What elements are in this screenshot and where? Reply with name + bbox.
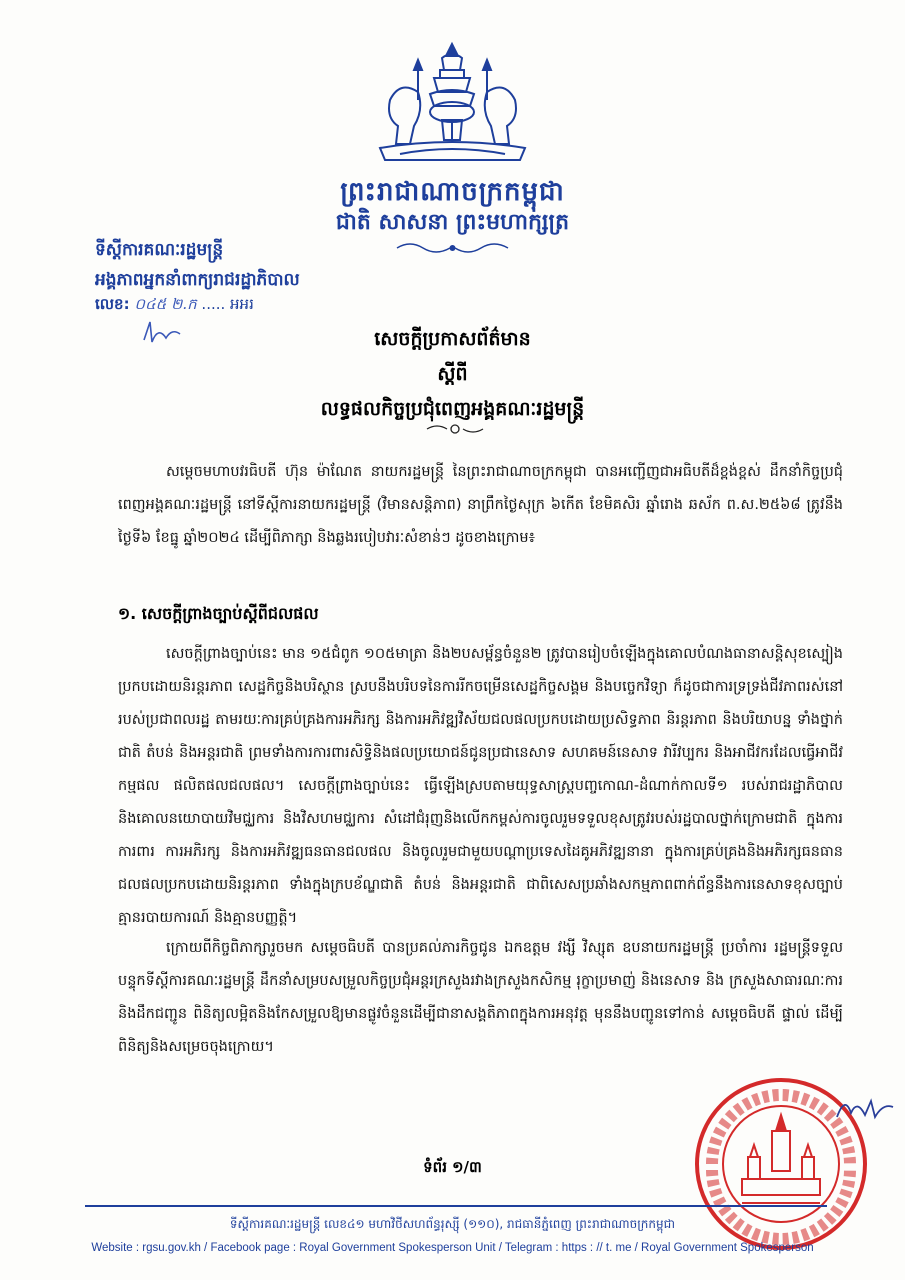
footer-divider <box>85 1205 827 1207</box>
document-title-block <box>0 322 905 427</box>
assignment-text: ក្រោយពីកិច្ចពិភាក្សារួចមក សម្តេចធិបតី បានប្រគល់ភារកិច្ចជូន ឯកឧត្តម វង្សី វិស្សុត ឧបនាយករដ្ឋមន្ត្រី ប្រចាំការ រដ្ឋមន្ត្រីទទួលបន្ទុកទីស្តីការគណៈរដ្ឋមន្ត្រី ដឹកនាំសម្របសម្រួលកិច្ចប្រជុំអន្តរក្រសួងរវាងក្រសួងកសិកម្ម រុក្ខាប្រមាញ់ និងនេសាទ និង ក្រសួងសាធារណៈការនិងដឹកជញ្ជូន ពិនិត្យលម្អិតនិងកែសម្រួលឱ្យមានផ្លូវចំនួនដើម្បីជានាសង្គតិភាពក្នុងការអនុវត្ត មុននឹងបញ្ជូនទៅកាន់ សម្តេចធិបតី ផ្ទាល់ ដើម្បីពិនិត្យនិងសម្រេចចុងក្រោយ។ <box>118 940 843 1055</box>
page-number: ទំព័រ ១/៣ <box>423 1158 482 1176</box>
footer-address: ទីស្តីការគណៈរដ្ឋមន្ត្រី លេខ៤១ មហាវិថីសហព័ន្ធរុស្ស៊ី (១១០), រាជធានីភ្នំពេញ ព្រះរាជាណាចក្រកម្ពុជា <box>229 1217 676 1231</box>
title-press-release: សេចក្តីប្រកាសព័ត៌មាន <box>374 328 531 350</box>
ref-handwritten: ០៤៥ ២.ក <box>134 295 197 313</box>
flourish-divider-icon <box>395 240 510 256</box>
intro-paragraph <box>118 456 843 555</box>
reference-number <box>95 295 254 317</box>
ref-label: លេខ: <box>95 295 130 313</box>
assignment-paragraph <box>118 932 843 1064</box>
title-subject: លទ្ធផលកិច្ចប្រជុំពេញអង្គគណៈរដ្ឋមន្ត្រី <box>320 398 585 420</box>
national-motto: ជាតិ សាសនា ព្រះមហាក្សត្រ <box>335 210 570 235</box>
ornament-divider-icon <box>425 421 485 437</box>
royal-emblem-icon <box>370 40 535 165</box>
issuer-line-1: ទីស្តីការគណៈរដ្ឋមន្ត្រី <box>95 240 224 260</box>
section-heading: ១. សេចក្តីព្រាងច្បាប់ស្តីពីជលផល <box>118 604 319 623</box>
kingdom-title: ព្រះរាជាណាចក្រកម្ពុជា <box>340 177 565 207</box>
title-about: ស្តីពី <box>437 363 468 385</box>
footer-links: Website : rgsu.gov.kh / Facebook page : Royal Government Spokesperson Unit / Telegram : https : // t. me / Royal Government Spokesperson <box>91 1242 814 1254</box>
issuer-line-2: អង្គភាពអ្នកនាំពាក្យរាជរដ្ឋាភិបាល <box>95 270 300 290</box>
ref-suffix: ..... អអរ <box>201 295 254 313</box>
section-paragraph <box>118 638 843 935</box>
official-signature-icon <box>835 1093 895 1123</box>
section-text: សេចក្តីព្រាងច្បាប់នេះ មាន ១៥ជំពូក ១០៥មាត្រា និង២បសម្ព័ន្ធចំនួន២ ត្រូវបានរៀបចំឡើងក្នុងគោលបំណងធានាសន្តិសុខស្បៀងប្រកបដោយនិរន្តរភាព សេដ្ឋកិច្ចនិងបរិស្ថាន ស្របនឹងបរិបទនៃការរីកចម្រើនសេដ្ឋកិច្ចសង្គម និងបច្ចេកវិទ្យា ក៏ដូចជាការទ្រទ្រង់ជីវភាពរស់នៅរបស់ប្រជាពលរដ្ឋ តាមរយៈការគ្រប់គ្រងការអភិរក្ស និងការអភិវឌ្ឍវិស័យជលផលប្រកបដោយប្រសិទ្ធភាព និរន្តរភាព និងបរិយាបន្ន ទាំងថ្នាក់ជាតិ តំបន់ និងអន្តរជាតិ ព្រមទាំងការការពារសិទ្ធិនិងផលប្រយោជន៍ជូនប្រជានេសាទ សហគមន៍នេសាទ វារីវប្បករ និងអាជីវករដែលធ្វើអាជីវកម្មផល ផលិតផលជលផល។ សេចក្តីព្រាងច្បាប់នេះ ធ្វើឡើងស្របតាមយុទ្ធសាស្ត្របញ្ចកោណ-ដំណាក់កាលទី១ របស់រាជរដ្ឋាភិបាល និងគោលនយោបាយវិមជ្ឈការ និងវិសហមជ្ឈការ សំដៅជំរុញនិងលើកកម្ពស់ការចូលរួមទទួលខុសត្រូវរបស់រដ្ឋបាលថ្នាក់ក្រោមជាតិ ក្នុងការការពារ ការអភិរក្ស និងការអភិវឌ្ឍធនធានជលផល និងចូលរួមជាមួយបណ្តាប្រទេសដៃគូអភិវឌ្ឍនានា ក្នុងការគ្រប់គ្រងនិងអភិរក្សធនធានជលផលប្រកបដោយនិរន្តរភាព ទាំងក្នុងក្របខ័ណ្ឌជាតិ តំបន់ និងអន្តរជាតិ ជាពិសេសប្រឆាំងសកម្មភាពពាក់ព័ន្ធនឹងការនេសាទខុសច្បាប់ គ្មានរបាយការណ៍ និងគ្មានបញ្ញត្តិ។ <box>118 646 843 926</box>
issuer-block <box>95 235 300 295</box>
intro-text: សម្តេចមហាបវរធិបតី ហ៊ុន ម៉ាណែត នាយករដ្ឋមន្ត្រី នៃព្រះរាជាណាចក្រកម្ពុជា បានអញ្ជើញជាអធិបតីដ៏ខ្ពង់ខ្ពស់ ដឹកនាំកិច្ចប្រជុំពេញអង្គគណៈរដ្ឋមន្ត្រី នៅទីស្តីការនាយករដ្ឋមន្ត្រី (វិមានសន្តិភាព) នាព្រឹកថ្ងៃសុក្រ ៦កើត ខែមិគសិរ ឆ្នាំរោង ឆស័ក ព.ស.២៥៦៨ ត្រូវនឹងថ្ងៃទី៦ ខែធ្នូ ឆ្នាំ២០២៤ ដើម្បីពិភាក្សា និងឆ្លងរបៀបវារៈសំខាន់ៗ ដូចខាងក្រោម៖ <box>118 464 843 546</box>
